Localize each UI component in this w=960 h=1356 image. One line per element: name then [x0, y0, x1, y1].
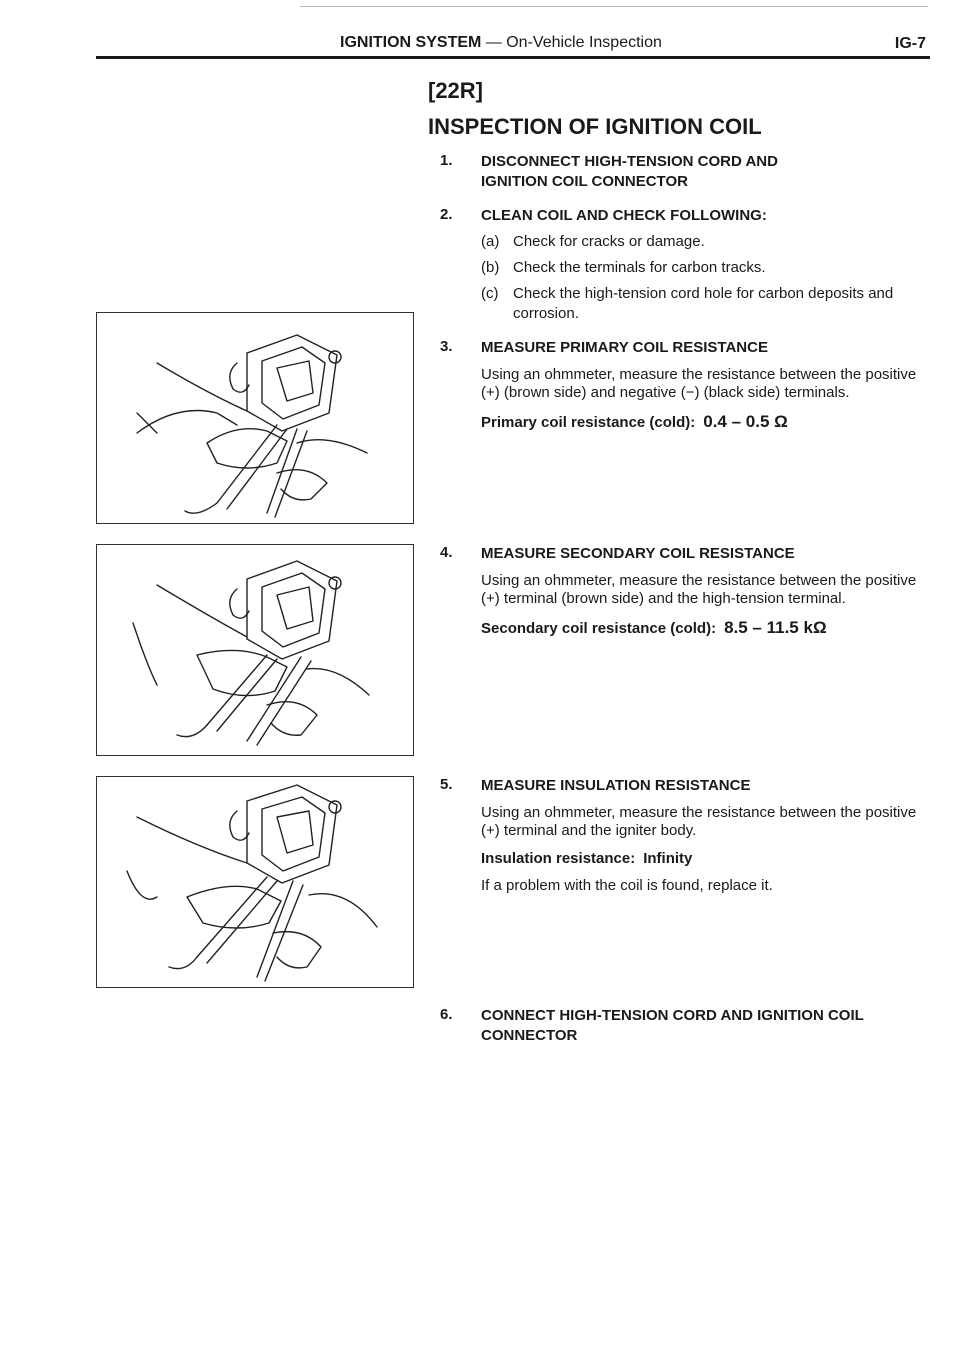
figure-secondary-coil-test	[96, 544, 414, 756]
sub-item-label: (c)	[481, 285, 499, 302]
section-title: INSPECTION OF IGNITION COIL	[428, 114, 762, 139]
engine-code: [22R]	[428, 78, 484, 103]
sub-item	[481, 258, 928, 278]
sub-item-text: Check the terminals for carbon tracks.	[513, 259, 766, 276]
step-body: Using an ohmmeter, measure the resistance between the positive (+) (brown side) and negative (−) (black side) terminals.	[481, 366, 917, 401]
spec-line	[481, 618, 928, 638]
step-body: Using an ohmmeter, measure the resistance between the positive (+) terminal and the igniter body.	[481, 804, 917, 839]
step-number: 5.	[440, 776, 453, 793]
sub-item-text: Check the high-tension cord hole for carbon deposits and corrosion.	[513, 285, 894, 322]
step-title: DISCONNECT HIGH-TENSION CORD AND IGNITION COIL CONNECTOR	[481, 153, 778, 190]
spec-value: 8.5 – 11.5 kΩ	[724, 618, 827, 637]
step-title: CONNECT HIGH-TENSION CORD AND IGNITION COIL CONNECTOR	[481, 1007, 864, 1044]
figure-insulation-test	[96, 776, 414, 988]
spec-label: Primary coil resistance (cold):	[481, 414, 696, 431]
spec-line	[481, 850, 928, 867]
step-title: MEASURE SECONDARY COIL RESISTANCE	[481, 545, 795, 562]
sub-item	[481, 232, 928, 252]
step-3	[428, 338, 928, 432]
sub-item-label: (a)	[481, 233, 500, 250]
page-number: IG-7	[894, 35, 926, 52]
step-1	[428, 152, 928, 192]
spec-value: 0.4 – 0.5 Ω	[703, 412, 788, 431]
step-title: CLEAN COIL AND CHECK FOLLOWING:	[481, 207, 767, 224]
header-title	[340, 34, 662, 52]
top-rule	[300, 6, 928, 7]
step-note: If a problem with the coil is found, replace it.	[481, 877, 773, 894]
spec-line	[481, 412, 928, 432]
step-2	[428, 206, 928, 324]
step-title: MEASURE INSULATION RESISTANCE	[481, 777, 751, 794]
coil-probe-illustration	[97, 777, 413, 987]
step-6	[428, 1006, 928, 1046]
header-rule	[96, 56, 930, 59]
spec-label: Secondary coil resistance (cold):	[481, 620, 717, 637]
sub-item-text: Check for cracks or damage.	[513, 233, 705, 250]
step-number: 4.	[440, 544, 453, 561]
sub-item-label: (b)	[481, 259, 500, 276]
header-title-rest: — On-Vehicle Inspection	[481, 34, 662, 51]
step-body: Using an ohmmeter, measure the resistance between the positive (+) terminal (brown side) and the high-tension terminal.	[481, 572, 917, 607]
header-title-bold: IGNITION SYSTEM	[340, 34, 482, 51]
step-number: 2.	[440, 206, 453, 223]
step-4	[428, 544, 928, 638]
step-5	[428, 776, 928, 895]
step-title: MEASURE PRIMARY COIL RESISTANCE	[481, 339, 768, 356]
coil-probe-illustration	[97, 545, 413, 755]
step-number: 1.	[440, 152, 453, 169]
spec-value: Infinity	[643, 850, 693, 867]
step-number: 6.	[440, 1006, 453, 1023]
step-number: 3.	[440, 338, 453, 355]
coil-probe-illustration	[97, 313, 413, 523]
page-header	[96, 34, 930, 56]
spec-label: Insulation resistance:	[481, 850, 636, 867]
figure-primary-coil-test	[96, 312, 414, 524]
sub-item	[481, 284, 928, 324]
